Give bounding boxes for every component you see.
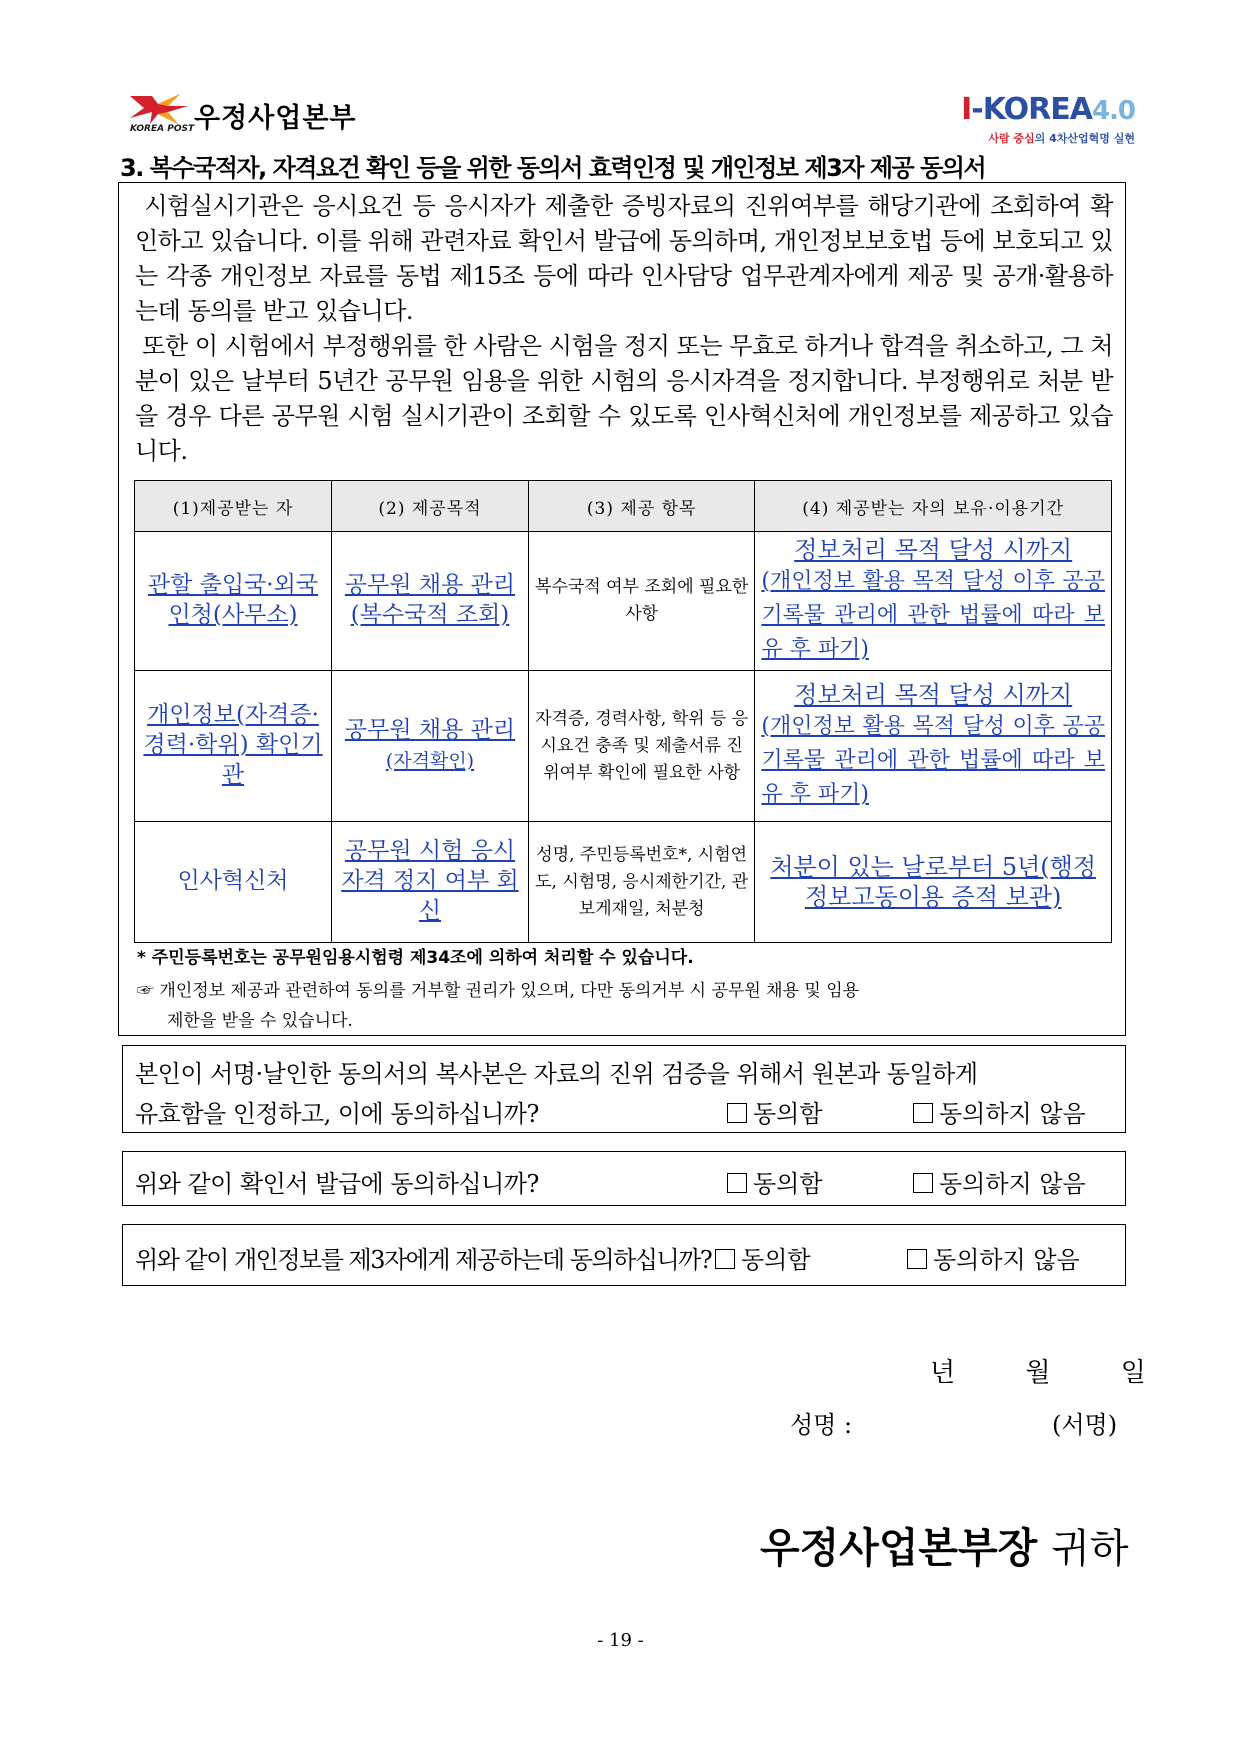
consent1-disagree-checkbox[interactable] bbox=[913, 1103, 933, 1123]
intro-paragraph-1: 시험실시기관은 응시요건 등 응시자가 제출한 증빙자료의 진위여부를 해당기관에 조회하여 확인하고 있습니다. 이를 위해 관련자료 확인서 발급에 동의하며, 개인정보보호법 등에 보호되고 있는 각종 개인정보 자료를 동법 제15조 등에 따라 인사담당 업무관계자에게 제공 및 공개·활용하는데 동의를 받고 있습니다. bbox=[135, 192, 1113, 325]
refusal-right-note: ☞ 개인정보 제공과 관련하여 동의를 거부할 권리가 있으며, 다만 동의거부 시 공무원 채용 및 임용 제한을 받을 수 있습니다. bbox=[137, 981, 860, 1031]
provision-table bbox=[134, 480, 1112, 943]
signature-mark: (서명) bbox=[1052, 1411, 1118, 1439]
korea-post-name: 우정사업본부 bbox=[194, 103, 357, 134]
header-retention: (4) 제공받는 자의 보유·이용기간 bbox=[755, 481, 1112, 532]
day-label: 일 bbox=[1120, 1358, 1147, 1388]
korea-post-emblem-icon bbox=[128, 92, 190, 126]
row3-recipient: 인사혁신처 bbox=[135, 822, 332, 943]
header-recipient: (1)제공받는 자 bbox=[135, 481, 332, 532]
section-title: 3. 복수국적자, 자격요건 확인 등을 위한 동의서 효력인정 및 개인정보 제3자 제공 동의서 bbox=[120, 154, 986, 182]
i-korea-logo bbox=[935, 92, 1135, 152]
consent3-agree-option[interactable]: 동의함 bbox=[715, 1240, 811, 1275]
table-header-row bbox=[135, 481, 1112, 532]
month-label: 월 bbox=[1025, 1358, 1052, 1388]
signature-name-label: 성명 : bbox=[790, 1411, 853, 1439]
i-korea-wordmark: I-KOREA4.0 bbox=[961, 92, 1135, 127]
addressee bbox=[760, 1515, 1129, 1574]
table-row bbox=[135, 532, 1112, 671]
addressee-suffix: 귀하 bbox=[1051, 1526, 1129, 1572]
consent2-agree-option[interactable]: 동의함 bbox=[727, 1164, 823, 1199]
year-label: 년 bbox=[930, 1358, 957, 1388]
row2-items: 자격증, 경력사항, 학위 등 응시요건 충족 및 제출서류 진위여부 확인에 필요한 사항 bbox=[528, 671, 754, 822]
consent-third-party bbox=[122, 1224, 1126, 1286]
row1-purpose: 공무원 채용 관리 (복수국적 조회) bbox=[331, 532, 528, 671]
table-row bbox=[135, 822, 1112, 943]
i-korea-tagline: 사람 중심의 4차산업혁명 실현 bbox=[988, 132, 1135, 145]
consent3-question: 위와 같이 개인정보를 제3자에게 제공하는데 동의하십니까? bbox=[135, 1246, 712, 1274]
consent2-disagree-option[interactable]: 동의하지 않음 bbox=[913, 1164, 1086, 1199]
intro-paragraph-2: 또한 이 시험에서 부정행위를 한 사람은 시험을 정지 또는 무효로 하거나 합격을 취소하고, 그 처분이 있은 날부터 5년간 공무원 임용을 위한 시험의 응시자격을 정지합니다. 부정행위로 처분 받을 경우 다른 공무원 시험 실시기관이 조회할 수 있도록 인사혁신처에 개인정보를 제공하고 있습니다. bbox=[135, 332, 1113, 465]
resident-number-note: * 주민등록번호는 공무원임용시험령 제34조에 의하여 처리할 수 있습니다. bbox=[137, 948, 694, 968]
row2-retention: 정보처리 목적 달성 시까지 (개인정보 활용 목적 달성 이후 공공기록물 관리에 관한 법률에 따라 보유 후 파기) bbox=[755, 671, 1112, 822]
consent1-disagree-option[interactable]: 동의하지 않음 bbox=[913, 1094, 1086, 1129]
consent1-question-line1: 본인이 서명·날인한 동의서의 복사본은 자료의 진위 검증을 위해서 원본과 동일하게 bbox=[135, 1060, 978, 1088]
consent2-question: 위와 같이 확인서 발급에 동의하십니까? bbox=[135, 1170, 539, 1198]
row2-recipient: 개인정보(자격증·경력·학위) 확인기관 bbox=[135, 671, 332, 822]
header-purpose: (2) 제공목적 bbox=[331, 481, 528, 532]
page-number: - 19 - bbox=[597, 1630, 644, 1651]
row1-retention: 정보처리 목적 달성 시까지 (개인정보 활용 목적 달성 이후 공공기록물 관리에 관한 법률에 따라 보유 후 파기) bbox=[755, 532, 1112, 671]
row3-items: 성명, 주민등록번호*, 시험연도, 시험명, 응시제한기간, 관보게재일, 처분청 bbox=[528, 822, 754, 943]
header-items: (3) 제공 항목 bbox=[528, 481, 754, 532]
table-row bbox=[135, 671, 1112, 822]
consent3-disagree-checkbox[interactable] bbox=[907, 1249, 927, 1269]
korea-post-sub: KOREA POST bbox=[130, 124, 195, 134]
consent3-agree-checkbox[interactable] bbox=[715, 1249, 735, 1269]
consent-copy-validity bbox=[122, 1045, 1126, 1133]
consent2-disagree-checkbox[interactable] bbox=[913, 1173, 933, 1193]
korea-post-logo bbox=[128, 92, 388, 142]
consent2-agree-checkbox[interactable] bbox=[727, 1173, 747, 1193]
addressee-name: 우정사업본부장 bbox=[760, 1524, 1038, 1572]
consent1-agree-option[interactable]: 동의함 bbox=[727, 1094, 823, 1129]
row1-recipient: 관할 출입국·외국인청(사무소) bbox=[135, 532, 332, 671]
row3-purpose: 공무원 시험 응시자격 정지 여부 회신 bbox=[331, 822, 528, 943]
consent-certificate-issue bbox=[122, 1151, 1126, 1206]
date-line bbox=[930, 1352, 1147, 1389]
consent-info-box bbox=[118, 182, 1126, 1036]
consent3-disagree-option[interactable]: 동의하지 않음 bbox=[907, 1240, 1080, 1275]
row1-items: 복수국적 여부 조회에 필요한 사항 bbox=[528, 532, 754, 671]
consent1-question-line2: 유효함을 인정하고, 이에 동의하십니까? bbox=[135, 1100, 539, 1128]
row3-retention: 처분이 있는 날로부터 5년(행정정보고동이용 증적 보관) bbox=[755, 822, 1112, 943]
row2-purpose: 공무원 채용 관리 (자격확인) bbox=[331, 671, 528, 822]
consent1-agree-checkbox[interactable] bbox=[727, 1103, 747, 1123]
